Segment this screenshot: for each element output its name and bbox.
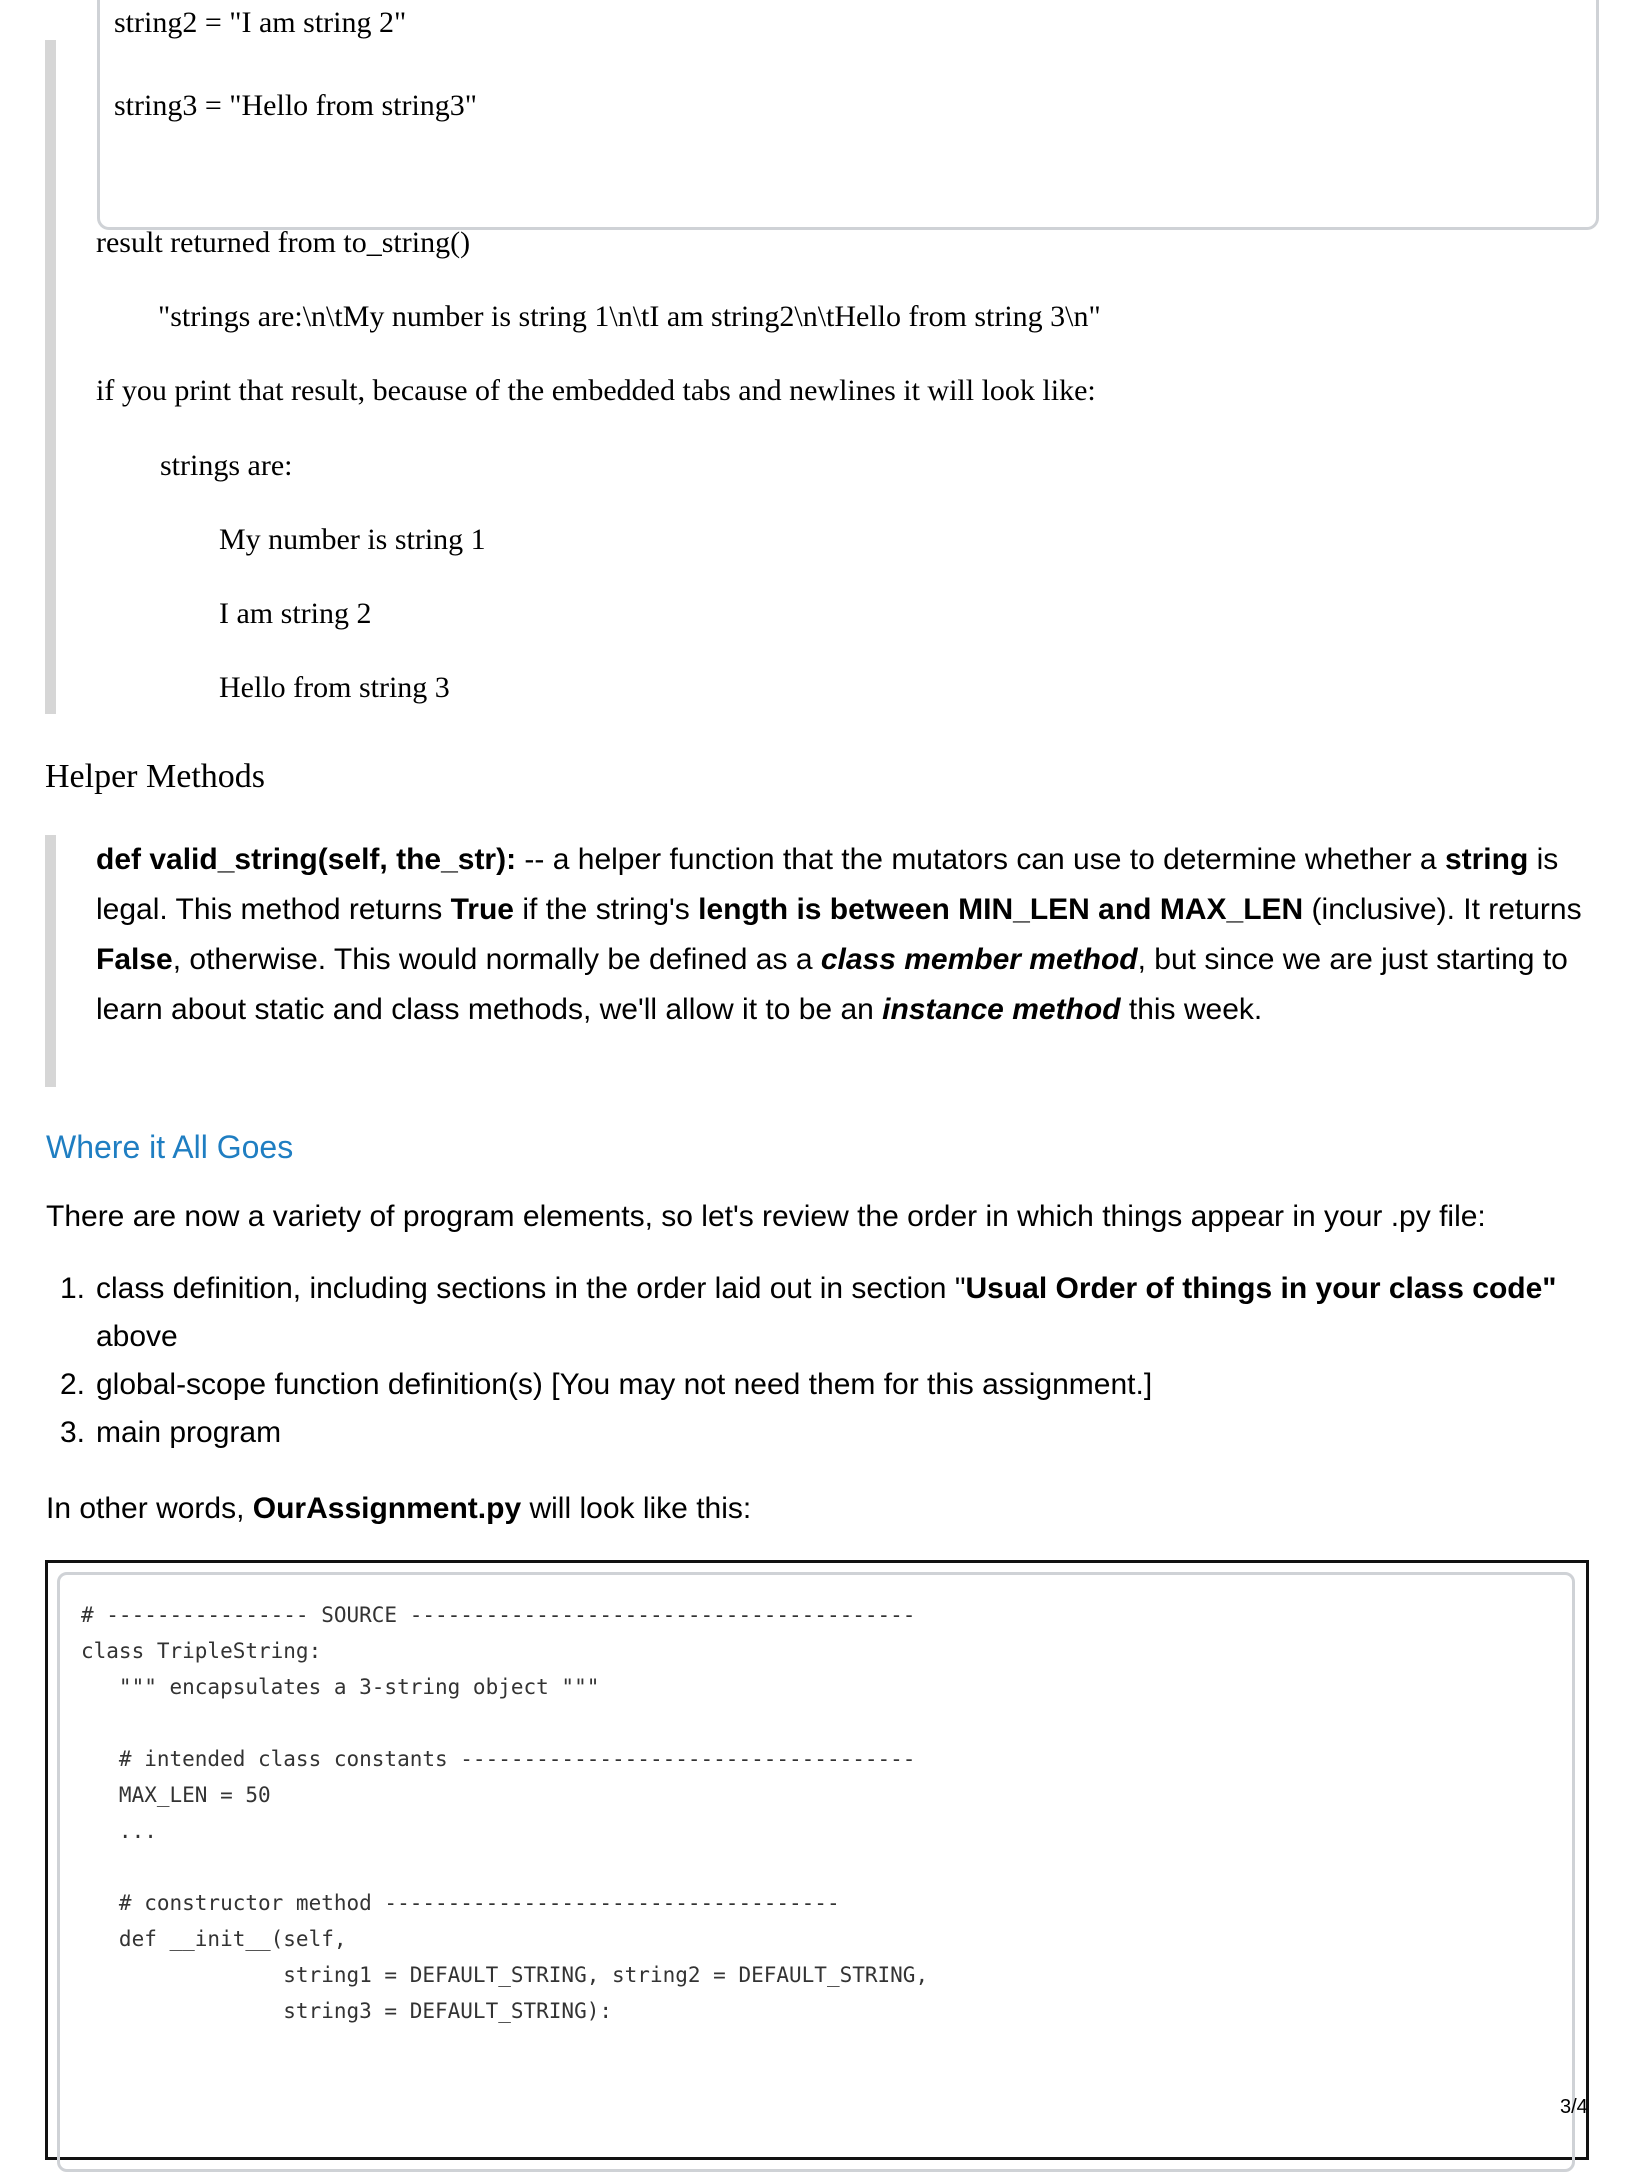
program-order-list: [46, 1265, 1586, 1457]
quoted-block-helper: [45, 835, 1596, 1087]
string-assignments-box: [97, 0, 1599, 230]
quoted-block-top: [45, 6, 1596, 714]
result-value: "strings are:\n\tMy number is string 1\n\tI am string2\n\tHello from string 3\n": [158, 300, 1101, 333]
list-item: 3. main program: [60, 1416, 282, 1449]
string2-assignment: string2 = "I am string 2": [114, 6, 407, 39]
printed-line-3: Hello from string 3: [219, 671, 450, 704]
printed-line-1: My number is string 1: [219, 523, 486, 556]
helper-description: def valid_string(self, the_str): -- a helper function that the mutators can use to determine whether a string is legal. This method returns True if the string's length is between MIN_LEN and MAX_LEN (inclusive). It returns False, otherwise. This would normally be defined as a class member method, but since we are just starting to learn about static and class methods, we'll allow it to be an instance method this week.: [96, 843, 1582, 1026]
other-words-paragraph: In other words, OurAssignment.py will look like this:: [46, 1492, 752, 1525]
code-line: class TripleString:: [81, 1639, 322, 1663]
code-line: ...: [81, 1819, 157, 1843]
code-line: MAX_LEN = 50: [81, 1783, 271, 1807]
valid-string-signature: def valid_string(self, the_str):: [96, 843, 517, 876]
result-label: result returned from to_string(): [96, 226, 471, 259]
code-line: # ---------------- SOURCE ----------------------------------------: [81, 1603, 916, 1627]
intro-paragraph: There are now a variety of program elements, so let's review the order in which things appear in your .py file:: [46, 1200, 1486, 1233]
code-line: """ encapsulates a 3-string object """: [81, 1675, 600, 1699]
where-it-all-goes-heading: Where it All Goes: [46, 1129, 294, 1165]
code-line: [81, 1849, 928, 1885]
string3-assignment: string3 = "Hello from string3": [114, 89, 478, 122]
code-line: [81, 1705, 928, 1741]
list-item: 2. global-scope function definition(s) [You may not need them for this assignment.]: [60, 1368, 1153, 1401]
source-code: [81, 1597, 928, 2029]
page-number: 3/4: [1560, 2096, 1588, 2118]
helper-methods-heading: Helper Methods: [45, 758, 266, 795]
list-item: 1. class definition, including sections in the order laid out in section "Usual Order of things in your class code" above: [60, 1272, 1557, 1353]
filename: OurAssignment.py: [252, 1492, 522, 1525]
code-block: [45, 1560, 1589, 2160]
code-block-inner: [57, 1572, 1575, 2172]
code-line: string3 = DEFAULT_STRING):: [81, 1999, 613, 2023]
printed-line-2: I am string 2: [219, 597, 372, 630]
print-note: if you print that result, because of the embedded tabs and newlines it will look like:: [96, 374, 1096, 407]
code-line: string1 = DEFAULT_STRING, string2 = DEFAULT_STRING,: [81, 1963, 929, 1987]
printed-header: strings are:: [160, 449, 293, 482]
code-line: # constructor method ------------------------------------: [81, 1891, 840, 1915]
code-line: def __init__(self,: [81, 1927, 347, 1951]
code-line: # intended class constants ------------------------------------: [81, 1747, 916, 1771]
